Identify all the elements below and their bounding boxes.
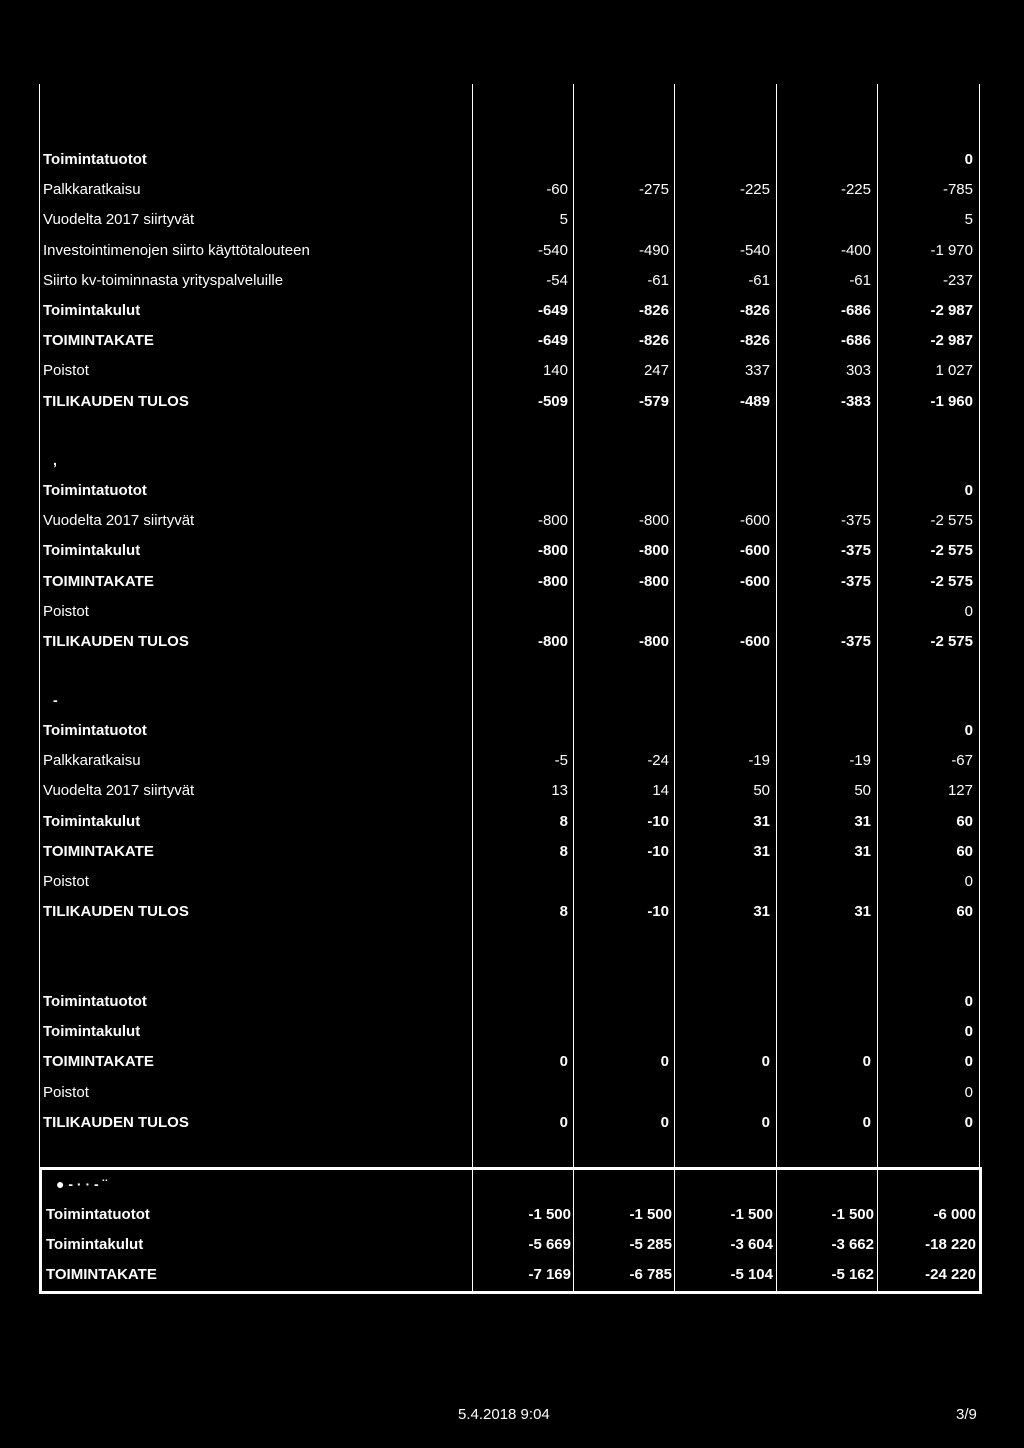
value-cell: -600 — [739, 632, 770, 650]
section-marker: - — [53, 692, 58, 708]
row-label: TILIKAUDEN TULOS — [43, 632, 189, 650]
value-cell: 0 — [660, 1113, 669, 1131]
row-label: Poistot — [43, 362, 89, 380]
value-cell: -61 — [849, 271, 871, 289]
value-cell: -375 — [840, 632, 871, 650]
value-cell: 127 — [947, 782, 973, 800]
value-cell: -19 — [849, 752, 871, 770]
table-row — [39, 387, 980, 417]
value-cell: -54 — [546, 271, 568, 289]
value-cell: 140 — [542, 362, 568, 380]
row-label: TILIKAUDEN TULOS — [43, 1113, 189, 1131]
value-cell: 0 — [559, 1053, 568, 1071]
value-cell: 0 — [964, 722, 973, 739]
budget-section — [39, 957, 980, 1138]
value-cell: 50 — [753, 782, 770, 800]
row-label: Toimintakulut — [43, 812, 141, 830]
row-label: Toimintakulut — [46, 1236, 144, 1254]
value-cell: 247 — [643, 362, 669, 380]
value-cell: 0 — [761, 1053, 770, 1071]
row-label: Toimintatuotot — [43, 993, 147, 1010]
value-cell: -1 970 — [930, 241, 973, 259]
value-cell: -600 — [739, 512, 770, 530]
value-cell: -2 575 — [930, 512, 973, 530]
value-cell: -19 — [748, 752, 770, 770]
value-cell: 31 — [854, 812, 871, 830]
value-cell: -61 — [748, 271, 770, 289]
value-cell: 60 — [956, 812, 973, 830]
value-cell: -18 220 — [925, 1236, 976, 1254]
section-marker: ● - · · - ¨ — [56, 1176, 108, 1192]
row-label: Palkkaratkaisu — [43, 752, 141, 770]
row-label: Toimintatuotot — [43, 151, 147, 168]
table-row — [39, 567, 980, 597]
value-cell: 8 — [559, 812, 568, 830]
table-row — [39, 716, 980, 746]
row-label: TOIMINTAKATE — [43, 572, 154, 590]
table-row — [39, 597, 980, 627]
value-cell: -3 604 — [730, 1236, 773, 1254]
value-cell: -1 960 — [930, 392, 973, 410]
row-label: TOIMINTAKATE — [43, 842, 154, 860]
table-row — [39, 867, 980, 897]
table-row — [39, 987, 980, 1017]
value-cell: -5 285 — [629, 1236, 672, 1254]
value-cell: 31 — [753, 842, 770, 860]
value-cell: -7 169 — [528, 1266, 571, 1284]
value-cell: 0 — [964, 872, 973, 890]
value-cell: -5 104 — [730, 1266, 773, 1284]
value-cell: -826 — [739, 301, 770, 319]
row-label: Palkkaratkaisu — [43, 181, 141, 199]
value-cell: -3 662 — [831, 1236, 874, 1254]
value-cell: -1 500 — [831, 1206, 874, 1223]
value-cell: 0 — [964, 1023, 973, 1041]
value-cell: 0 — [964, 1113, 973, 1131]
table-row — [39, 776, 980, 806]
value-cell: -10 — [647, 903, 669, 921]
value-cell: 337 — [744, 362, 770, 380]
value-cell: -375 — [840, 542, 871, 560]
row-label: TOIMINTAKATE — [43, 332, 154, 350]
value-cell: 0 — [862, 1053, 871, 1071]
row-label: Vuodelta 2017 siirtyvät — [43, 782, 195, 800]
value-cell: 50 — [854, 782, 871, 800]
value-cell: -800 — [537, 572, 568, 590]
value-cell: 0 — [761, 1113, 770, 1131]
value-cell: 31 — [854, 842, 871, 860]
value-cell: -826 — [739, 332, 770, 350]
row-label: Toimintatuotot — [43, 722, 147, 739]
value-cell: -649 — [537, 332, 568, 350]
value-cell: -1 500 — [629, 1206, 672, 1223]
value-cell: -5 162 — [831, 1266, 874, 1284]
value-cell: -800 — [638, 512, 669, 530]
value-cell: -5 669 — [528, 1236, 571, 1254]
value-cell: -2 575 — [930, 542, 973, 560]
value-cell: -67 — [951, 752, 973, 770]
value-cell: -10 — [647, 842, 669, 860]
value-cell: 31 — [753, 812, 770, 830]
value-cell: -225 — [840, 181, 871, 199]
value-cell: -275 — [638, 181, 669, 199]
value-cell: -826 — [638, 301, 669, 319]
value-cell: -540 — [739, 241, 770, 259]
table-row — [39, 476, 980, 506]
budget-section-total — [39, 1167, 982, 1294]
table-row — [39, 266, 980, 296]
section-header — [39, 115, 980, 145]
value-cell: -2 987 — [930, 332, 973, 350]
table-row — [39, 1017, 980, 1047]
budget-section — [39, 686, 980, 927]
value-cell: -800 — [638, 542, 669, 560]
value-cell: 14 — [652, 782, 669, 800]
value-cell: -785 — [942, 181, 973, 199]
page-number: 3/9 — [956, 1406, 977, 1423]
value-cell: 0 — [964, 602, 973, 620]
value-cell: -375 — [840, 572, 871, 590]
table-row — [39, 1047, 980, 1077]
value-cell: -10 — [647, 812, 669, 830]
value-cell: -6 000 — [933, 1206, 976, 1223]
value-cell: -540 — [537, 241, 568, 259]
value-cell: -61 — [647, 271, 669, 289]
table-row — [39, 807, 980, 837]
value-cell: -60 — [546, 181, 568, 199]
value-cell: -800 — [537, 542, 568, 560]
value-cell: 0 — [862, 1113, 871, 1131]
row-label: Toimintakulut — [43, 301, 141, 319]
value-cell: -237 — [942, 271, 973, 289]
row-label: TILIKAUDEN TULOS — [43, 392, 189, 410]
value-cell: -5 — [554, 752, 568, 770]
table-row — [42, 1200, 979, 1230]
table-row — [39, 897, 980, 927]
value-cell: 1 027 — [935, 362, 973, 380]
table-row — [39, 296, 980, 326]
row-label: Poistot — [43, 1083, 89, 1101]
budget-section — [39, 115, 980, 417]
table-row — [42, 1260, 979, 1290]
value-cell: 31 — [854, 903, 871, 921]
row-label: Siirto kv-toiminnasta yrityspalveluille — [43, 271, 284, 289]
value-cell: 0 — [964, 1083, 973, 1101]
table-row — [39, 837, 980, 867]
value-cell: -225 — [739, 181, 770, 199]
table-row — [39, 356, 980, 386]
value-cell: -649 — [537, 301, 568, 319]
value-cell: -826 — [638, 332, 669, 350]
row-label: Vuodelta 2017 siirtyvät — [43, 512, 195, 530]
table-row — [42, 1230, 979, 1260]
row-label: TILIKAUDEN TULOS — [43, 903, 189, 921]
table-row — [39, 536, 980, 566]
value-cell: 60 — [956, 903, 973, 921]
section-header — [39, 446, 980, 476]
value-cell: -579 — [638, 392, 669, 410]
print-timestamp: 5.4.2018 9:04 — [458, 1406, 550, 1423]
row-label: Toimintakulut — [43, 1023, 141, 1041]
value-cell: -1 500 — [528, 1206, 571, 1223]
value-cell: -2 575 — [930, 632, 973, 650]
value-cell: 13 — [551, 782, 568, 800]
table-row — [39, 326, 980, 356]
section-header — [39, 957, 980, 987]
row-label: Investointimenojen siirto käyttötalouteen — [43, 241, 310, 259]
value-cell: -1 500 — [730, 1206, 773, 1223]
row-label: Vuodelta 2017 siirtyvät — [43, 211, 195, 229]
value-cell: -800 — [537, 512, 568, 530]
table-row — [39, 627, 980, 657]
value-cell: 5 — [559, 211, 568, 229]
value-cell: -800 — [537, 632, 568, 650]
value-cell: 0 — [964, 482, 973, 499]
value-cell: 8 — [559, 903, 568, 921]
value-cell: 0 — [660, 1053, 669, 1071]
value-cell: 303 — [845, 362, 871, 380]
value-cell: -24 — [647, 752, 669, 770]
value-cell: -2 987 — [930, 301, 973, 319]
value-cell: 0 — [964, 151, 973, 168]
value-cell: -24 220 — [925, 1266, 976, 1284]
row-label: Toimintatuotot — [46, 1206, 150, 1223]
table-row — [39, 175, 980, 205]
value-cell: -509 — [537, 392, 568, 410]
value-cell: -800 — [638, 572, 669, 590]
table-row — [39, 236, 980, 266]
value-cell: 0 — [964, 1053, 973, 1071]
row-label: Toimintatuotot — [43, 482, 147, 499]
section-header — [39, 686, 980, 716]
value-cell: -489 — [739, 392, 770, 410]
value-cell: -600 — [739, 572, 770, 590]
row-label: Poistot — [43, 872, 89, 890]
value-cell: 31 — [753, 903, 770, 921]
value-cell: -800 — [638, 632, 669, 650]
value-cell: -383 — [840, 392, 871, 410]
value-cell: 8 — [559, 842, 568, 860]
budget-section — [39, 446, 980, 657]
value-cell: 0 — [964, 993, 973, 1010]
value-cell: 0 — [559, 1113, 568, 1131]
row-label: Toimintakulut — [43, 542, 141, 560]
value-cell: 5 — [964, 211, 973, 229]
table-row — [39, 1078, 980, 1108]
value-cell: -686 — [840, 332, 871, 350]
row-label: TOIMINTAKATE — [43, 1053, 154, 1071]
value-cell: -490 — [638, 241, 669, 259]
table-row — [39, 145, 980, 175]
table-row — [39, 1108, 980, 1138]
section-header — [42, 1170, 979, 1200]
table-row — [39, 205, 980, 235]
value-cell: -375 — [840, 512, 871, 530]
value-cell: 60 — [956, 842, 973, 860]
table-row — [39, 506, 980, 536]
table-row — [39, 746, 980, 776]
value-cell: -400 — [840, 241, 871, 259]
value-cell: -2 575 — [930, 572, 973, 590]
row-label: TOIMINTAKATE — [46, 1266, 157, 1284]
value-cell: -6 785 — [629, 1266, 672, 1284]
value-cell: -686 — [840, 301, 871, 319]
value-cell: -600 — [739, 542, 770, 560]
section-marker: , — [53, 452, 57, 468]
row-label: Poistot — [43, 602, 89, 620]
